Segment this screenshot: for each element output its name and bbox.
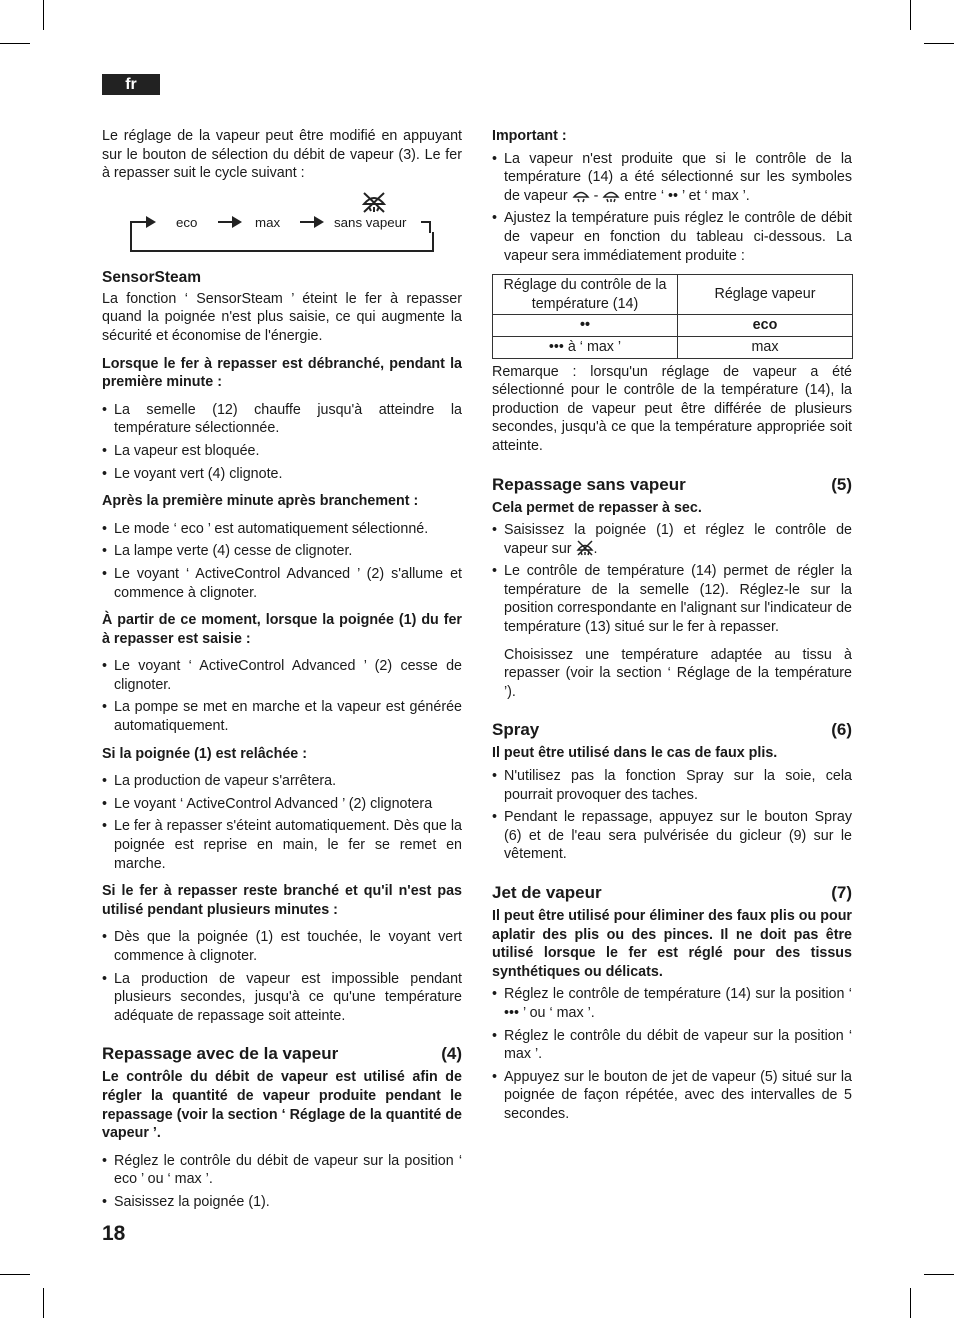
list-text: - [593,187,599,204]
unplugged-list [102,401,462,483]
sensorsteam-title: SensorSteam [102,268,202,286]
cycle-max: max [255,214,281,230]
list-item: • Le voyant ‘ ActiveControl Advanced ’ (2) clignotera [102,795,462,814]
intro-text: Le réglage de la vapeur peut être modifié en appuyant sur le bouton de sélection du débit de vapeur (3). Le fer à repasser suit le cycle suivant : [102,128,462,182]
list-item: • Le contrôle de température (14) permet de régler la température de la semelle (12). Réglez-le sur la position correspondante en l'alignant sur l'indicateur de température (13) situé sur le fer à repasser. [492,562,852,636]
steam-ironing-heading [102,1043,462,1065]
list-item [492,150,852,206]
steam-list [102,1152,462,1212]
list-item: • La vapeur est bloquée. [102,442,462,461]
list-item: • N'utilisez pas la fonction Spray sur la soie, cela pourrait provoquer des taches. [492,767,852,804]
arrow-icon [218,221,240,223]
crop-mark [43,0,44,30]
table-header: Réglage vapeur [678,275,853,315]
cycle-eco: eco [176,214,198,230]
list-item: • Dès que la poignée (1) est touchée, le voyant vert commence à clignoter. [102,928,462,965]
list-item: • Appuyez sur le bouton de jet de vapeur (5) situé sur la poignée de façon répétée, avec des intervalles de 5 secondes. [492,1068,852,1124]
steam-high-icon [602,187,620,203]
table-row [493,315,853,337]
after-list [102,520,462,602]
plugged-list [102,928,462,1025]
section-number: (4) [441,1044,462,1064]
dry-sub-text: Choisissez une température adaptée au tissu à repasser (voir la section ‘ Réglage de la température ’). [504,646,852,700]
from-heading: À partir de ce moment, lorsque la poignée (1) du fer à repasser est saisie : [102,612,462,647]
section-title: Jet de vapeur [492,883,602,902]
arrow-icon [300,221,322,223]
table-cell: ••• à ‘ max ’ [493,336,678,358]
table-row [493,336,853,358]
crop-mark [924,1274,954,1275]
jet-list [492,985,852,1123]
steam-jet-heading [492,882,852,904]
list-item: • Réglez le contrôle du débit de vapeur sur la position ‘ eco ’ ou ‘ max ’. [102,1152,462,1189]
steam-cycle-diagram [102,192,462,256]
list-item: • Réglez le contrôle de température (14) sur la position ‘ ••• ’ ou ‘ max ’. [492,985,852,1022]
crop-mark [0,1274,30,1275]
spray-heading [492,719,852,741]
dry-ironing-heading [492,474,852,496]
page-number: 18 [102,1222,126,1245]
jet-bold-text: Il peut être utilisé pour éliminer des faux plis ou pour aplatir des plis ou des pinces. Il ne doit pas être utilisé lorsque le fer est réglé pour des tissus synthétiques ou délicats. [492,908,852,980]
list-item: • La pompe se met en marche et la vapeur est générée automatiquement. [102,698,462,735]
arrow-icon [130,221,154,223]
crop-mark [910,0,911,30]
section-title: Repassage sans vapeur [492,474,686,494]
section-title: Spray [492,720,540,740]
dry-bold-text: Cela permet de repasser à sec. [492,499,702,516]
table-header: Réglage du contrôle de la température (14) [493,275,678,315]
list-item: • Saisissez la poignée (1) et réglez le contrôle de vapeur sur . [492,521,852,558]
from-list [102,657,462,735]
table-cell: max [678,336,853,358]
table-row [493,275,853,315]
left-column [102,127,462,1221]
release-heading: Si la poignée (1) est relâchée : [102,745,307,762]
spray-bold-text: Il peut être utilisé dans le cas de faux plis. [492,745,778,762]
sensorsteam-text: La fonction ‘ SensorSteam ’ éteint le fer à repasser quand la poignée n'est plus saisie, ce qui augmente la sécurité et économise de l'énergie. [102,290,462,344]
after-heading: Après la première minute après branchement : [102,493,419,510]
crop-mark [910,1288,911,1318]
list-item: • Le voyant vert (4) clignote. [102,465,462,484]
list-item: • Le voyant ‘ ActiveControl Advanced ’ (2) s'allume et commence à clignoter. [102,565,462,602]
steam-low-icon [572,187,590,203]
list-item: • Réglez le contrôle du débit de vapeur sur la position ‘ max ’. [492,1027,852,1064]
cycle-no-steam: sans vapeur [334,214,407,230]
section-number: (5) [831,474,852,494]
no-steam-icon [576,540,594,556]
list-item: • La production de vapeur s'arrêtera. [102,772,462,791]
list-item: • La lampe verte (4) cesse de clignoter. [102,542,462,561]
section-number: (7) [831,883,852,902]
list-text: entre ‘ •• ’ et ‘ max ’. [624,187,750,204]
unplugged-heading: Lorsque le fer à repasser est débranché, pendant la première minute : [102,355,462,391]
important-heading: Important : [492,128,567,144]
release-list [102,772,462,873]
list-item: • Le voyant ‘ ActiveControl Advanced ’ (2) cesse de clignoter. [102,657,462,694]
spray-list [492,767,852,864]
plugged-heading: Si le fer à repasser reste branché et qu'il n'est pas utilisé pendant plusieurs minutes : [102,883,462,918]
section-title: Repassage avec de la vapeur [102,1044,339,1064]
table-cell: •• [493,315,678,337]
right-column [492,127,852,1133]
section-number: (6) [831,720,852,740]
table-cell: eco [678,315,853,337]
list-item: • Le fer à repasser s'éteint automatiquement. Dès que la poignée est reprise en main, le fer se remet en marche. [102,817,462,873]
list-text: La vapeur n'est produite que si le contrôle de la température (14) a été sélectionné sur les symboles de vapeur [504,150,852,204]
crop-mark [43,1288,44,1318]
language-tab: fr [102,74,160,95]
list-text: Saisissez la poignée (1) et réglez le contrôle de vapeur sur [504,522,852,557]
important-list [492,150,852,266]
list-item: • La semelle (12) chauffe jusqu'à atteindre la température sélectionnée. [102,401,462,438]
crop-mark [924,43,954,44]
steam-bold-text: Le contrôle du débit de vapeur est utilisé afin de régler la quantité de vapeur produite pendant le repassage (voir la section ‘ Réglage de la quantité de vapeur ’. [102,1069,462,1142]
cycle-bracket [130,232,434,252]
steam-settings-table [492,274,853,358]
list-item: • Ajustez la température puis réglez le contrôle de débit de vapeur en fonction du tableau ci-dessous. La vapeur sera immédiatement produite : [492,209,852,265]
no-steam-icon [361,190,387,214]
list-item: • Le mode ‘ eco ’ est automatiquement sélectionné. [102,520,462,539]
remark-text: Remarque : lorsqu'un réglage de vapeur a été sélectionné pour le contrôle de la température (14), la production de vapeur peut être différée de plusieurs secondes, jusqu'à ce que la température appropriée soit atteinte. [492,363,852,454]
crop-mark [0,43,30,44]
dry-list [492,521,852,637]
list-item: • Saisissez la poignée (1). [102,1193,462,1212]
list-item: • Pendant le repassage, appuyez sur le bouton Spray (6) et de l'eau sera pulvérisée du gicleur (9) sur le vêtement. [492,808,852,864]
list-item: • La production de vapeur est impossible pendant plusieurs secondes, jusqu'à ce qu'une température adéquate de repassage soit atteinte. [102,970,462,1026]
